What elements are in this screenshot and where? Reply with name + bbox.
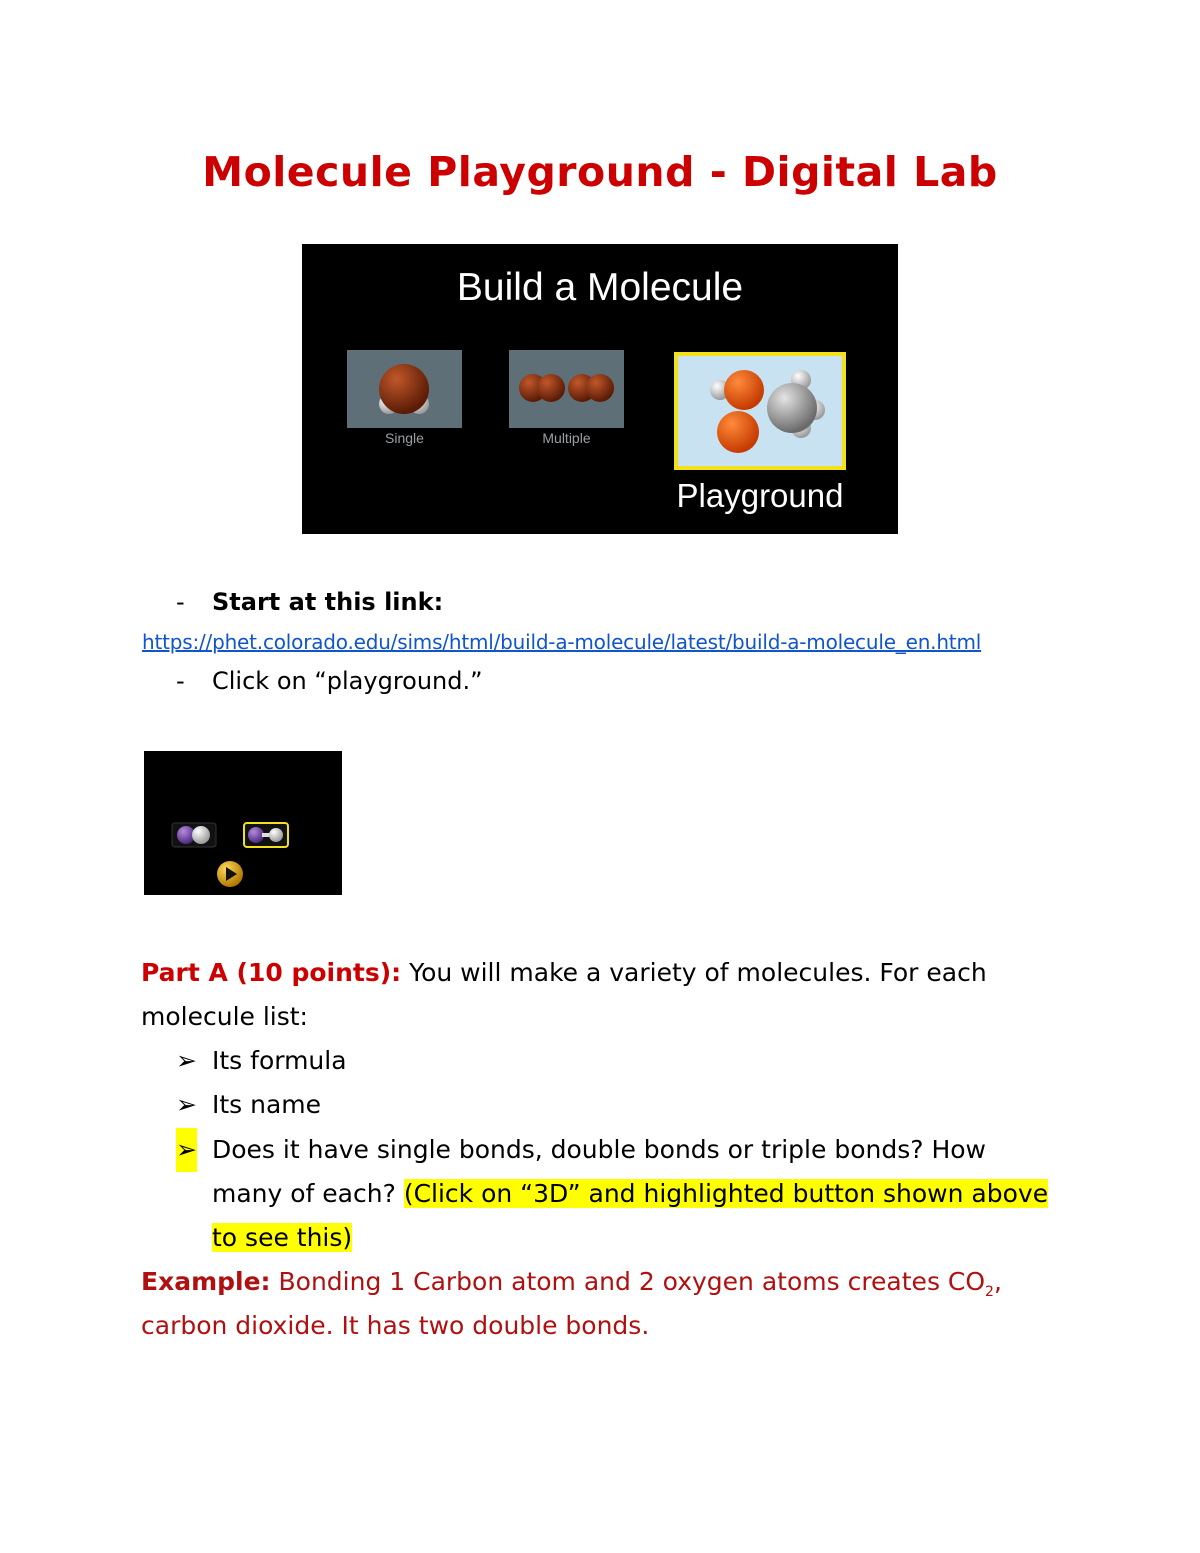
co2-subscript: 2 <box>985 1284 994 1300</box>
bullet-dash: - <box>176 667 185 695</box>
part-a-intro <box>141 951 1101 995</box>
highlighted-note-end: to see this) <box>212 1223 353 1252</box>
start-label: Start at this link: <box>212 588 444 616</box>
molecule-view-buttons-icon <box>144 751 342 895</box>
example-label: Example: <box>141 1267 271 1296</box>
example-line2: carbon dioxide. It has two double bonds. <box>141 1311 650 1340</box>
build-a-molecule-screenshot <box>302 244 898 534</box>
bonds-question: many of each? <box>212 1179 396 1208</box>
page-title: Molecule Playground - Digital Lab <box>202 148 998 196</box>
multiple-label: Multiple <box>542 430 591 446</box>
arrow-bullet: ➢ <box>176 1090 197 1119</box>
part-a-intro-text: You will make a variety of molecules. For each <box>409 958 987 987</box>
playground-label: Playground <box>676 477 844 514</box>
bullet-dash: - <box>176 588 185 616</box>
list-item-bonds-line2 <box>212 1172 1048 1216</box>
oxygen-molecules-icon <box>509 350 624 428</box>
highlighted-note: (Click on “3D” and highlighted button shown above <box>403 1179 1049 1208</box>
list-item-bonds: Does it have single bonds, double bonds or triple bonds? How <box>212 1135 986 1164</box>
list-item-formula: Its formula <box>212 1046 347 1075</box>
click-instruction: Click on “playground.” <box>212 667 483 695</box>
part-a-heading: Part A (10 points): <box>141 958 402 987</box>
example-comma: , <box>993 1267 1002 1296</box>
sim-heading: Build a Molecule <box>456 266 744 309</box>
multiple-screen-thumbnail[interactable] <box>509 350 624 428</box>
arrow-bullet-highlighted: ➢ <box>176 1128 197 1172</box>
list-item-name: Its name <box>212 1090 322 1119</box>
playground-screen-thumbnail[interactable] <box>674 352 846 470</box>
example-text: Bonding 1 Carbon atom and 2 oxygen atoms creates CO <box>278 1267 986 1296</box>
water-molecule-icon <box>347 350 462 428</box>
part-a-intro-line2: molecule list: <box>141 1002 308 1031</box>
view-buttons-screenshot <box>144 751 342 895</box>
phet-link[interactable]: https://phet.colorado.edu/sims/html/build-a-molecule/latest/build-a-molecule_en.html <box>142 630 982 654</box>
arrow-bullet: ➢ <box>176 1046 197 1075</box>
ethanol-molecule-icon <box>678 356 842 466</box>
single-label: Single <box>385 430 424 446</box>
single-screen-thumbnail[interactable] <box>347 350 462 428</box>
list-item-bonds-line3 <box>212 1216 352 1260</box>
